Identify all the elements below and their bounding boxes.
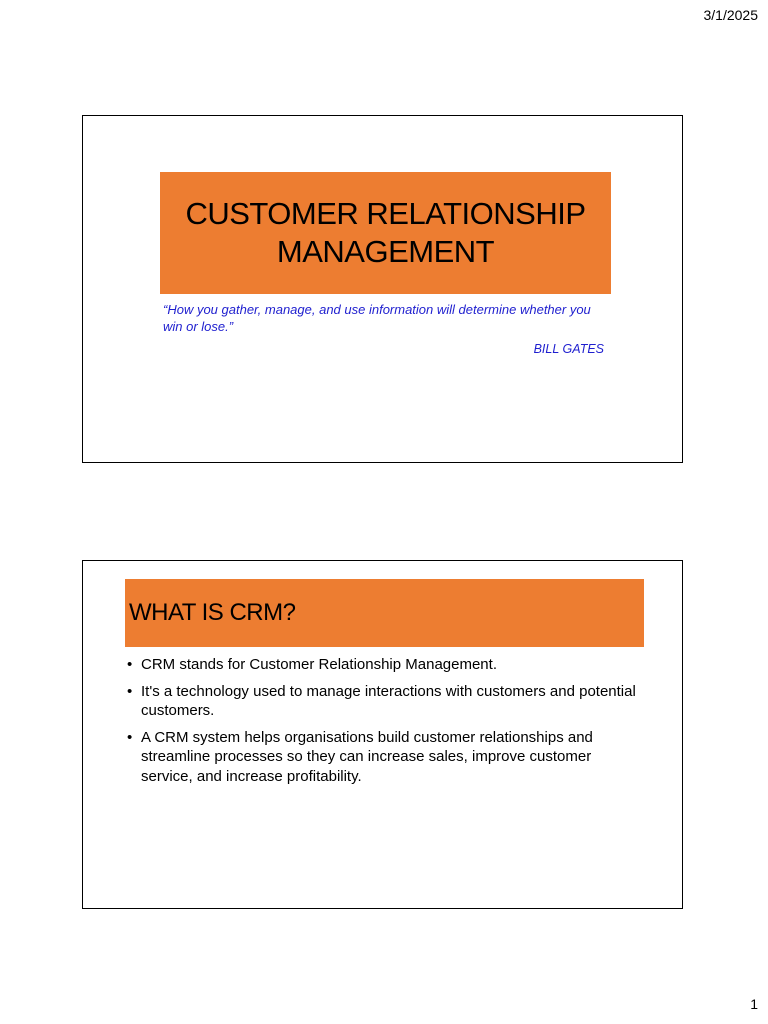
page-number: 1 (750, 996, 758, 1012)
bullet-icon: • (127, 656, 133, 673)
slide-title-box (160, 172, 611, 294)
page-date: 3/1/2025 (703, 7, 758, 23)
bullet-item (127, 728, 637, 787)
quote-text: “How you gather, manage, and use information will determine whether you win or lose.” (163, 302, 591, 334)
bullet-icon: • (127, 682, 133, 700)
slide-2 (82, 560, 683, 909)
bullet-list (127, 655, 637, 793)
quote-author: BILL GATES (533, 342, 604, 356)
slide-title: WHAT IS CRM? (129, 599, 296, 626)
slide-1 (82, 115, 683, 463)
bullet-item (127, 655, 637, 675)
bullet-text: A CRM system helps organisations build customer relationships and streamline processes so they can increase sales, improve customer service, and increase profitability. (141, 728, 593, 785)
slide-title: CUSTOMER RELATIONSHIP MANAGEMENT (185, 196, 586, 269)
slide-title-box (125, 579, 644, 647)
bullet-item (127, 682, 637, 721)
bullet-icon: • (127, 728, 133, 746)
bullet-text: CRM stands for Customer Relationship Management. (141, 656, 497, 673)
bullet-text: It's a technology used to manage interactions with customers and potential customers. (141, 682, 636, 719)
